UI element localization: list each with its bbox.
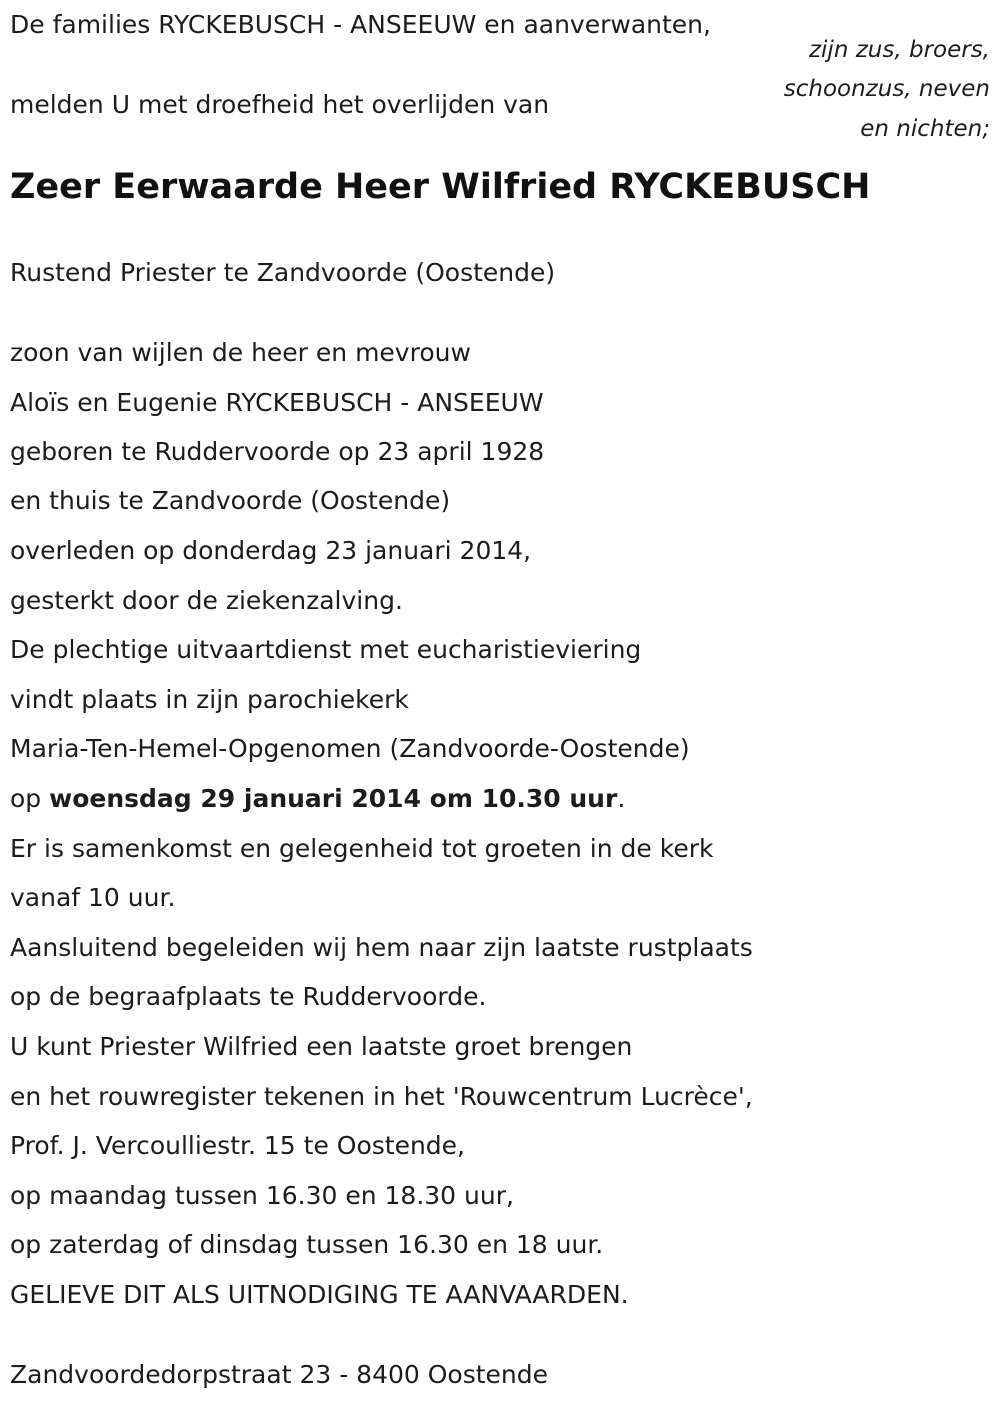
relatives-line-1: zijn zus, broers, (808, 37, 990, 63)
service-line (10, 782, 625, 816)
relatives-line-3: en nichten; (860, 116, 990, 142)
body-line: vanaf 10 uur. (10, 883, 176, 912)
body-line: op maandag tussen 16.30 en 18.30 uur, (10, 1181, 514, 1210)
announce-line: melden U met droefheid het overlijden van (10, 90, 550, 119)
body-line: gesterkt door de ziekenzalving. (10, 586, 403, 615)
service-date: woensdag 29 januari 2014 om 10.30 uur (49, 784, 618, 813)
body-line: Maria-Ten-Hemel-Opgenomen (Zandvoorde-Oostende) (10, 734, 690, 763)
body-line: en thuis te Zandvoorde (Oostende) (10, 486, 451, 515)
relatives-line-2: schoonzus, neven (783, 76, 990, 102)
body-line: De plechtige uitvaartdienst met eucharistieviering (10, 635, 642, 664)
body-line: op de begraafplaats te Ruddervoorde. (10, 982, 487, 1011)
body-line: en het rouwregister tekenen in het 'Rouwcentrum Lucrèce', (10, 1082, 753, 1111)
body-line: vindt plaats in zijn parochiekerk (10, 685, 409, 714)
body-line: Aansluitend begeleiden wij hem naar zijn laatste rustplaats (10, 933, 753, 962)
body-line: Prof. J. Vercoulliestr. 15 te Oostende, (10, 1131, 465, 1160)
body-line: GELIEVE DIT ALS UITNODIGING TE AANVAARDEN. (10, 1280, 629, 1309)
body-line: Er is samenkomst en gelegenheid tot groeten in de kerk (10, 834, 714, 863)
deceased-title: Rustend Priester te Zandvoorde (Oostende) (10, 258, 556, 287)
footer-address: Zandvoordedorpstraat 23 - 8400 Oostende (10, 1360, 549, 1389)
service-prefix: op (10, 784, 50, 813)
body-line: Aloïs en Eugenie RYCKEBUSCH - ANSEEUW (10, 388, 544, 417)
body-line: op zaterdag of dinsdag tussen 16.30 en 18 uur. (10, 1230, 604, 1259)
deceased-name: Zeer Eerwaarde Heer Wilfried RYCKEBUSCH (10, 167, 871, 207)
families-line: De families RYCKEBUSCH - ANSEEUW en aanverwanten, (10, 10, 711, 39)
body-line: zoon van wijlen de heer en mevrouw (10, 338, 471, 367)
body-line: overleden op donderdag 23 januari 2014, (10, 536, 532, 565)
body-line: U kunt Priester Wilfried een laatste groet brengen (10, 1032, 633, 1061)
service-suffix: . (617, 784, 626, 813)
body-line: geboren te Ruddervoorde op 23 april 1928 (10, 437, 545, 466)
